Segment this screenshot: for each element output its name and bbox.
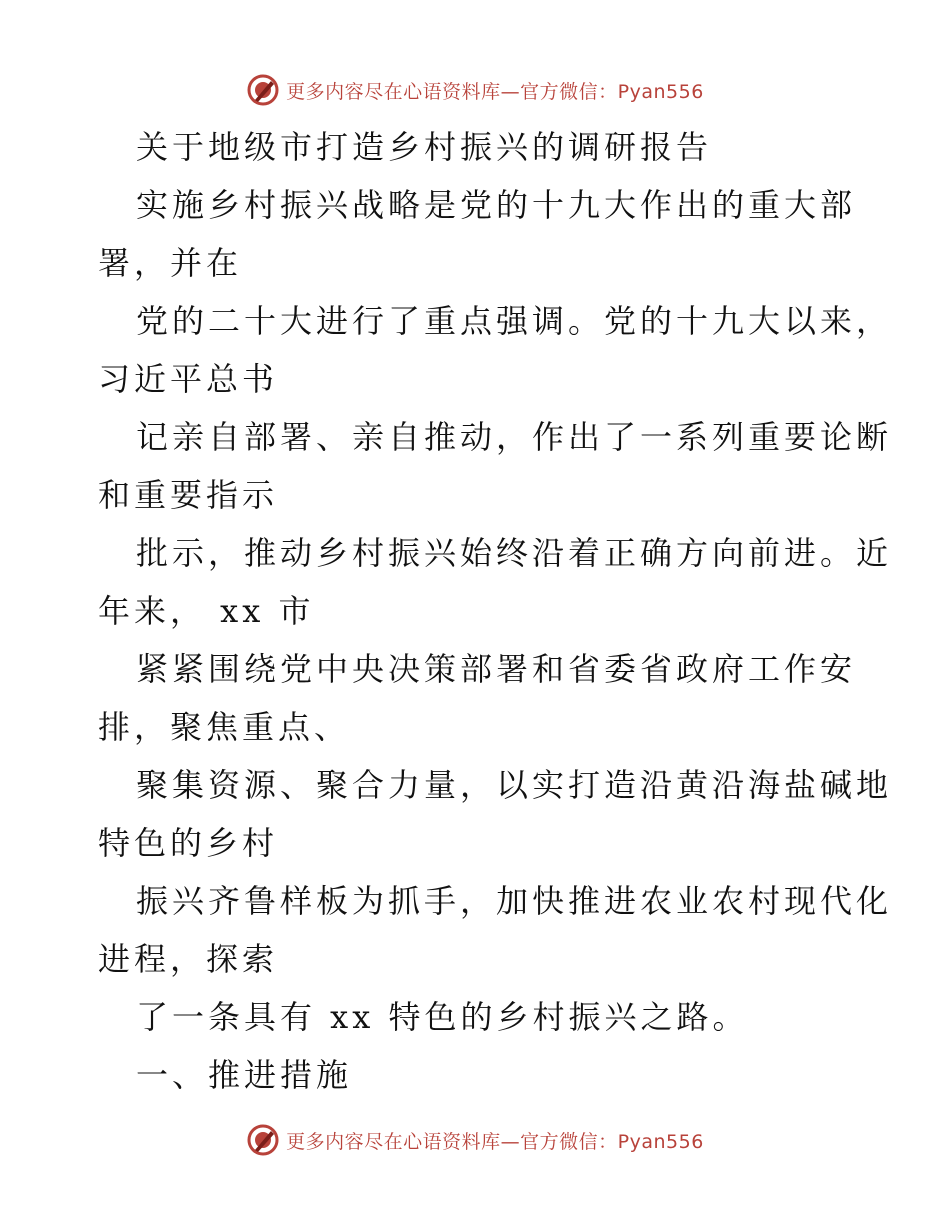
- text-line: 署，并在: [98, 244, 243, 282]
- pen-logo-icon: [246, 1123, 280, 1157]
- document-title: 关于地级市打造乡村振兴的调研报告: [136, 128, 713, 166]
- pen-logo-icon: [246, 73, 280, 107]
- footer-watermark-banner: [0, 1120, 950, 1160]
- document-body: [98, 118, 893, 1104]
- text-line: 排，聚焦重点、: [98, 708, 351, 746]
- text-line: 特色的乡村: [98, 824, 279, 862]
- text-line: 了一条具有 xx 特色的乡村振兴之路。: [136, 998, 749, 1036]
- footer-watermark-text: 更多内容尽在心语资料库—官方微信：Pyan556: [286, 1130, 704, 1153]
- text-line: 聚集资源、聚合力量，以实打造沿黄沿海盐碱地: [136, 766, 893, 804]
- text-line: 党的二十大进行了重点强调。党的十九大以来，: [136, 302, 893, 340]
- header-watermark-text: 更多内容尽在心语资料库—官方微信：Pyan556: [286, 80, 704, 103]
- text-line: 振兴齐鲁样板为抓手，加快推进农业农村现代化: [136, 882, 893, 920]
- text-line: 批示，推动乡村振兴始终沿着正确方向前进。近: [136, 534, 893, 572]
- text-line: 紧紧围绕党中央决策部署和省委省政府工作安: [136, 650, 857, 688]
- text-line: 记亲自部署、亲自推动，作出了一系列重要论断: [136, 418, 893, 456]
- text-line: 年来， xx 市: [98, 592, 315, 630]
- header-watermark-banner: [0, 70, 950, 110]
- text-line: 和重要指示: [98, 476, 279, 514]
- text-line: 进程，探索: [98, 940, 279, 978]
- text-line: 实施乡村振兴战略是党的十九大作出的重大部: [136, 186, 857, 224]
- text-line: 习近平总书: [98, 360, 279, 398]
- section-heading: 一、推进措施: [136, 1056, 353, 1094]
